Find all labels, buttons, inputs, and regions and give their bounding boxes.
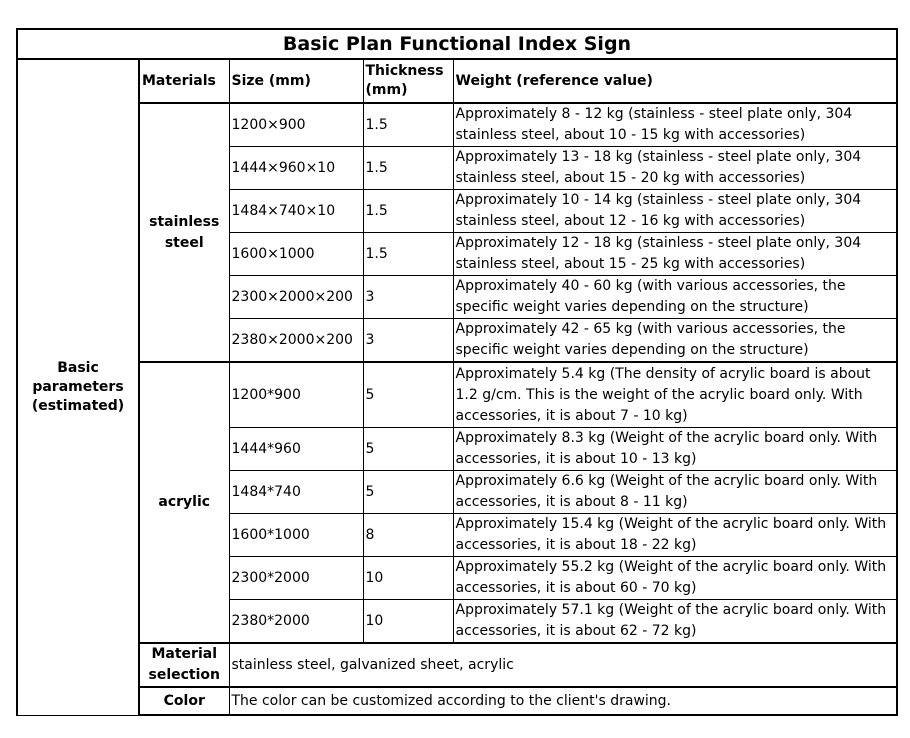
thickness-cell: 5: [363, 362, 453, 428]
size-cell: 2380×2000×200: [229, 319, 363, 363]
table-title: Basic Plan Functional Index Sign: [17, 29, 897, 59]
size-cell: 2380*2000: [229, 600, 363, 644]
weight-cell: Approximately 40 - 60 kg (with various accessories, the specific weight varies depending on the structure): [453, 276, 897, 319]
size-cell: 2300×2000×200: [229, 276, 363, 319]
thickness-cell: 3: [363, 276, 453, 319]
weight-cell: Approximately 12 - 18 kg (stainless - steel plate only, 304 stainless steel, about 15 - 25 kg with accessories): [453, 233, 897, 276]
size-cell: 1200×900: [229, 103, 363, 147]
weight-cell: Approximately 5.4 kg (The density of acrylic board is about 1.2 g/cm. This is the weight of the acrylic board only. With accessories, it is about 7 - 10 kg): [453, 362, 897, 428]
group-acrylic: acrylic: [139, 362, 229, 643]
header-materials: Materials: [139, 59, 229, 103]
size-cell: 2300*2000: [229, 557, 363, 600]
size-cell: 1484*740: [229, 471, 363, 514]
size-cell: 1444×960×10: [229, 147, 363, 190]
thickness-cell: 10: [363, 600, 453, 644]
weight-cell: Approximately 13 - 18 kg (stainless - steel plate only, 304 stainless steel, about 15 - 20 kg with accessories): [453, 147, 897, 190]
weight-cell: Approximately 15.4 kg (Weight of the acrylic board only. With accessories, it is about 18 - 22 kg): [453, 514, 897, 557]
group-stainless-steel: stainless steel: [139, 103, 229, 362]
material-selection-value: stainless steel, galvanized sheet, acrylic: [229, 643, 897, 687]
size-cell: 1484×740×10: [229, 190, 363, 233]
thickness-cell: 1.5: [363, 233, 453, 276]
color-value: The color can be customized according to the client's drawing.: [229, 687, 897, 715]
weight-cell: Approximately 42 - 65 kg (with various accessories, the specific weight varies depending on the structure): [453, 319, 897, 363]
section-label: Basic parameters (estimated): [17, 59, 139, 715]
thickness-cell: 1.5: [363, 147, 453, 190]
header-thickness: Thickness (mm): [363, 59, 453, 103]
thickness-cell: 1.5: [363, 103, 453, 147]
weight-cell: Approximately 57.1 kg (Weight of the acrylic board only. With accessories, it is about 62 - 72 kg): [453, 600, 897, 644]
weight-cell: Approximately 55.2 kg (Weight of the acrylic board only. With accessories, it is about 60 - 70 kg): [453, 557, 897, 600]
weight-cell: Approximately 10 - 14 kg (stainless - steel plate only, 304 stainless steel, about 12 - 16 kg with accessories): [453, 190, 897, 233]
weight-cell: Approximately 6.6 kg (Weight of the acrylic board only. With accessories, it is about 8 - 11 kg): [453, 471, 897, 514]
thickness-cell: 3: [363, 319, 453, 363]
size-cell: 1600*1000: [229, 514, 363, 557]
thickness-cell: 5: [363, 471, 453, 514]
material-selection-label: Material selection: [139, 643, 229, 687]
thickness-cell: 10: [363, 557, 453, 600]
color-label: Color: [139, 687, 229, 715]
size-cell: 1444*960: [229, 428, 363, 471]
thickness-cell: 5: [363, 428, 453, 471]
size-cell: 1200*900: [229, 362, 363, 428]
thickness-cell: 1.5: [363, 190, 453, 233]
weight-cell: Approximately 8 - 12 kg (stainless - steel plate only, 304 stainless steel, about 10 - 15 kg with accessories): [453, 103, 897, 147]
header-size: Size (mm): [229, 59, 363, 103]
thickness-cell: 8: [363, 514, 453, 557]
header-weight: Weight (reference value): [453, 59, 897, 103]
spec-table: [16, 28, 898, 716]
size-cell: 1600×1000: [229, 233, 363, 276]
weight-cell: Approximately 8.3 kg (Weight of the acrylic board only. With accessories, it is about 10 - 13 kg): [453, 428, 897, 471]
